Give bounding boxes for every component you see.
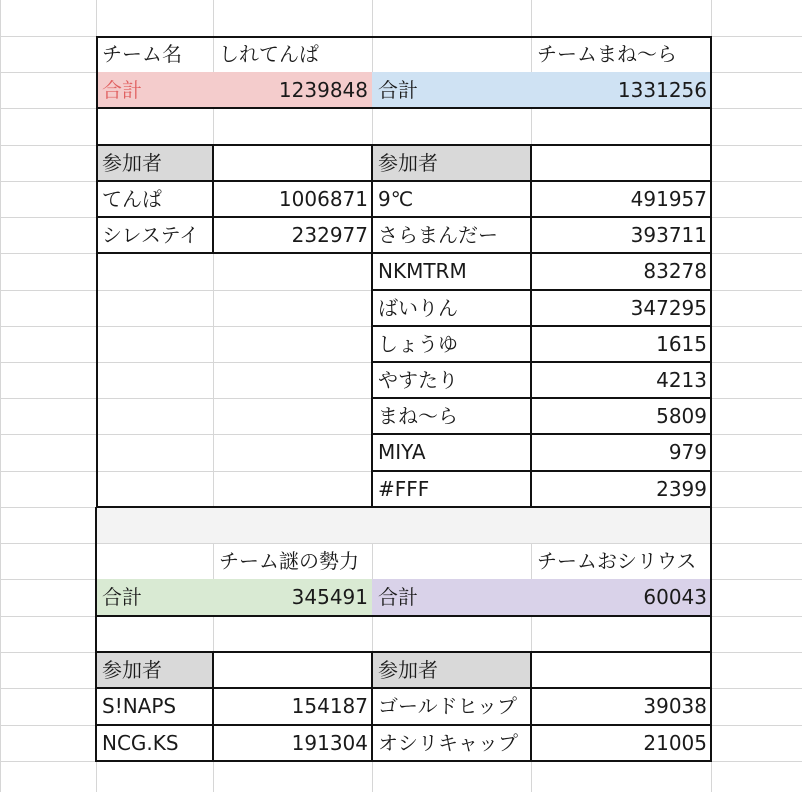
team2-member-name[interactable]: 9℃ <box>378 187 414 211</box>
team3-participants-label[interactable]: 参加者 <box>96 652 213 688</box>
table-border <box>372 252 712 254</box>
table-border <box>212 145 214 253</box>
table-border <box>372 289 712 291</box>
separator-cell[interactable] <box>372 507 531 543</box>
table-border <box>96 760 712 762</box>
team1-participants-label[interactable]: 参加者 <box>96 145 213 181</box>
team2-member-score[interactable]: 2399 <box>656 477 707 501</box>
team1-member-name[interactable]: シレステイ <box>102 223 200 247</box>
team3-member-score[interactable]: 191304 <box>291 731 368 755</box>
team2-member-name[interactable]: まね〜ら <box>378 404 458 428</box>
table-border <box>372 433 712 435</box>
team3-total-label[interactable]: 合計 <box>96 579 213 616</box>
table-border <box>96 180 372 182</box>
team3-member-name[interactable]: NCG.KS <box>102 731 179 755</box>
table-border <box>372 325 712 327</box>
team2-name[interactable]: チームまね〜ら <box>537 42 677 66</box>
table-border <box>96 216 372 218</box>
separator-cell[interactable] <box>531 507 711 543</box>
table-border <box>96 615 712 617</box>
team1-total-label[interactable]: 合計 <box>96 72 213 108</box>
team1-member-name[interactable]: てんぱ <box>102 187 162 211</box>
team3-total[interactable]: 345491 <box>213 579 372 616</box>
team2-member-score[interactable]: 1615 <box>656 332 707 356</box>
team2-member-name[interactable]: MIYA <box>378 440 426 464</box>
team2-member-name[interactable]: やすたり <box>378 368 458 392</box>
team2-member-score[interactable]: 979 <box>668 440 707 464</box>
table-border <box>96 687 712 689</box>
team4-name[interactable]: チームおシリウス <box>537 549 697 573</box>
team2-member-score[interactable]: 347295 <box>630 296 707 320</box>
table-border <box>530 652 532 762</box>
team4-member-name[interactable]: オシリキャップ <box>378 731 518 755</box>
gridline-vertical <box>0 0 1 792</box>
team1-total[interactable]: 1239848 <box>213 72 372 108</box>
team2-member-score[interactable]: 491957 <box>630 187 707 211</box>
team1-member-score[interactable]: 1006871 <box>278 187 368 211</box>
team2-member-score[interactable]: 4213 <box>656 368 707 392</box>
team2-member-name[interactable]: #FFF <box>378 477 430 501</box>
table-border <box>96 107 712 109</box>
table-border <box>372 180 712 182</box>
team3-name[interactable]: チーム謎の勢力 <box>219 549 359 573</box>
team1-name-label[interactable]: チーム名 <box>102 42 182 66</box>
team2-member-name[interactable]: ばいりん <box>378 296 458 320</box>
table-border <box>372 361 712 363</box>
team2-member-score[interactable]: 393711 <box>630 223 707 247</box>
team2-total[interactable]: 1331256 <box>531 72 711 108</box>
table-border <box>96 252 372 254</box>
team2-participants-label[interactable]: 参加者 <box>372 145 531 181</box>
team2-member-name[interactable]: NKMTRM <box>378 259 467 283</box>
table-border <box>372 470 712 472</box>
table-border <box>96 144 712 146</box>
team2-member-score[interactable]: 5809 <box>656 404 707 428</box>
team4-participants-label[interactable]: 参加者 <box>372 652 531 688</box>
table-border <box>372 397 712 399</box>
team2-member-name[interactable]: さらまんだー <box>378 223 498 247</box>
separator-cell[interactable] <box>213 507 372 543</box>
team2-member-name[interactable]: しょうゆ <box>378 332 458 356</box>
table-border <box>96 724 712 726</box>
table-border <box>212 652 214 762</box>
team4-total-label[interactable]: 合計 <box>372 579 531 616</box>
table-border <box>96 651 712 653</box>
team2-total-label[interactable]: 合計 <box>372 72 531 108</box>
team1-member-score[interactable]: 232977 <box>291 223 368 247</box>
team3-member-name[interactable]: S!NAPS <box>102 694 177 718</box>
team3-member-score[interactable]: 154187 <box>291 694 368 718</box>
team4-member-name[interactable]: ゴールドヒップ <box>378 694 517 718</box>
team4-member-score[interactable]: 21005 <box>643 731 707 755</box>
table-border <box>371 652 373 762</box>
team2-member-score[interactable]: 83278 <box>643 259 707 283</box>
team4-member-score[interactable]: 39038 <box>643 694 707 718</box>
team1-name[interactable]: しれてんぱ <box>219 42 319 66</box>
separator-cell[interactable] <box>96 507 213 543</box>
team4-total[interactable]: 60043 <box>531 579 711 616</box>
table-border <box>372 216 712 218</box>
